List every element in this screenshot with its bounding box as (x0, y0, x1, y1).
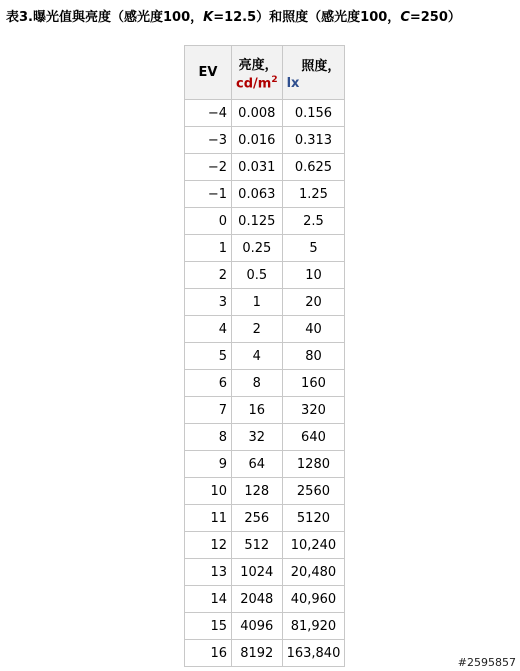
cell-ev: 11 (185, 505, 232, 532)
cell-ev: 9 (185, 451, 232, 478)
cell-illuminance: 2.5 (282, 208, 345, 235)
table-row (185, 100, 345, 127)
watermark: #2595857 (457, 656, 516, 669)
cell-luminance: 4096 (232, 613, 283, 640)
cell-luminance: 0.063 (232, 181, 283, 208)
cell-ev: 12 (185, 532, 232, 559)
cell-ev: 10 (185, 478, 232, 505)
cell-luminance: 0.008 (232, 100, 283, 127)
cell-illuminance: 5120 (282, 505, 345, 532)
cell-illuminance: 10,240 (282, 532, 345, 559)
cell-ev: 4 (185, 316, 232, 343)
cell-luminance: 0.125 (232, 208, 283, 235)
table-row (185, 343, 345, 370)
header-illuminance-unit: lx (286, 75, 300, 91)
cell-ev: −4 (185, 100, 232, 127)
table-row (185, 451, 345, 478)
cell-illuminance: 320 (282, 397, 345, 424)
cell-luminance: 4 (232, 343, 283, 370)
caption-k-symbol: K (203, 10, 214, 25)
table-row (185, 640, 345, 667)
cell-ev: 6 (185, 370, 232, 397)
cell-luminance: 32 (232, 424, 283, 451)
table-body (185, 100, 345, 667)
cell-luminance: 0.25 (232, 235, 283, 262)
cell-ev: 13 (185, 559, 232, 586)
caption-c-symbol: C (400, 10, 410, 25)
cell-ev: −3 (185, 127, 232, 154)
cell-luminance: 8 (232, 370, 283, 397)
header-luminance (232, 46, 283, 100)
table-row (185, 586, 345, 613)
cell-ev: 15 (185, 613, 232, 640)
cell-ev: 5 (185, 343, 232, 370)
cell-illuminance: 0.156 (282, 100, 345, 127)
table-row (185, 424, 345, 451)
header-illuminance (282, 46, 345, 100)
cell-luminance: 512 (232, 532, 283, 559)
table-row (185, 208, 345, 235)
luminance-unit-exponent: 2 (271, 74, 278, 85)
table-row (185, 613, 345, 640)
caption-prefix: 表3.曝光值與亮度（感光度100， (6, 10, 204, 25)
cell-ev: −1 (185, 181, 232, 208)
ev-table (184, 45, 345, 667)
luminance-unit-base: cd/m (236, 76, 272, 92)
table-row (185, 181, 345, 208)
header-row (185, 46, 345, 100)
table-row (185, 262, 345, 289)
table-caption (6, 6, 461, 25)
cell-illuminance: 1.25 (282, 181, 345, 208)
cell-ev: 7 (185, 397, 232, 424)
header-illuminance-name: 照度， (301, 58, 341, 74)
cell-illuminance: 163,840 (282, 640, 345, 667)
cell-illuminance: 80 (282, 343, 345, 370)
cell-luminance: 2 (232, 316, 283, 343)
cell-luminance: 64 (232, 451, 283, 478)
cell-ev: 0 (185, 208, 232, 235)
cell-luminance: 16 (232, 397, 283, 424)
cell-luminance: 2048 (232, 586, 283, 613)
cell-ev: −2 (185, 154, 232, 181)
cell-ev: 14 (185, 586, 232, 613)
caption-c-value: =250） (409, 10, 461, 25)
header-luminance-unit (236, 75, 278, 91)
table-row (185, 127, 345, 154)
cell-luminance: 1 (232, 289, 283, 316)
table-row (185, 478, 345, 505)
cell-illuminance: 5 (282, 235, 345, 262)
caption-k-value: =12.5）和照度（感光度100， (213, 10, 401, 25)
table-row (185, 532, 345, 559)
cell-ev: 1 (185, 235, 232, 262)
table-row (185, 505, 345, 532)
table-row (185, 559, 345, 586)
cell-luminance: 0.016 (232, 127, 283, 154)
cell-illuminance: 2560 (282, 478, 345, 505)
table-row (185, 154, 345, 181)
table-row (185, 397, 345, 424)
cell-ev: 3 (185, 289, 232, 316)
cell-illuminance: 40 (282, 316, 345, 343)
cell-illuminance: 10 (282, 262, 345, 289)
cell-luminance: 8192 (232, 640, 283, 667)
cell-luminance: 0.5 (232, 262, 283, 289)
cell-illuminance: 0.313 (282, 127, 345, 154)
table-row (185, 289, 345, 316)
table-row (185, 370, 345, 397)
header-ev: EV (185, 46, 232, 100)
cell-illuminance: 81,920 (282, 613, 345, 640)
cell-illuminance: 20,480 (282, 559, 345, 586)
cell-luminance: 1024 (232, 559, 283, 586)
cell-illuminance: 1280 (282, 451, 345, 478)
table-row (185, 235, 345, 262)
cell-illuminance: 160 (282, 370, 345, 397)
cell-illuminance: 40,960 (282, 586, 345, 613)
table-row (185, 316, 345, 343)
cell-ev: 2 (185, 262, 232, 289)
cell-ev: 16 (185, 640, 232, 667)
cell-luminance: 256 (232, 505, 283, 532)
header-luminance-name: 亮度， (238, 57, 278, 73)
cell-illuminance: 20 (282, 289, 345, 316)
cell-luminance: 128 (232, 478, 283, 505)
cell-illuminance: 0.625 (282, 154, 345, 181)
cell-ev: 8 (185, 424, 232, 451)
cell-illuminance: 640 (282, 424, 345, 451)
cell-luminance: 0.031 (232, 154, 283, 181)
